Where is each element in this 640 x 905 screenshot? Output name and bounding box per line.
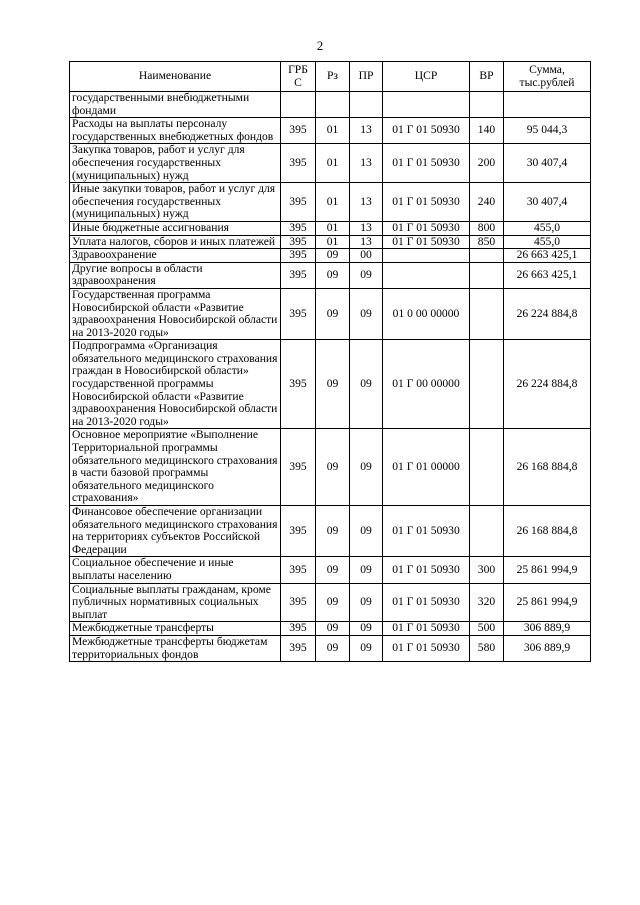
- header-sum: Сумма, тыс.рублей: [504, 62, 591, 92]
- cell-grbs: 395: [281, 183, 316, 222]
- cell-pr: 09: [350, 429, 383, 506]
- cell-sum: 26 168 884,8: [504, 506, 591, 557]
- cell-csr: [383, 249, 470, 263]
- cell-name: Иные бюджетные ассигнования: [70, 221, 281, 235]
- header-rz: Рз: [316, 62, 350, 92]
- cell-grbs: 395: [281, 622, 316, 636]
- cell-vr: [470, 92, 504, 118]
- cell-pr: 09: [350, 506, 383, 557]
- table-row: [70, 183, 591, 222]
- table-row: [70, 557, 591, 583]
- cell-vr: [470, 340, 504, 429]
- cell-csr: [383, 92, 470, 118]
- cell-sum: 25 861 994,9: [504, 557, 591, 583]
- cell-vr: 320: [470, 583, 504, 622]
- cell-vr: 240: [470, 183, 504, 222]
- cell-pr: 09: [350, 340, 383, 429]
- cell-vr: 200: [470, 144, 504, 183]
- cell-grbs: 395: [281, 583, 316, 622]
- cell-csr: [383, 262, 470, 288]
- cell-pr: 13: [350, 221, 383, 235]
- cell-csr: 01 Г 01 00000: [383, 429, 470, 506]
- cell-grbs: 395: [281, 221, 316, 235]
- cell-vr: [470, 429, 504, 506]
- table-row: [70, 429, 591, 506]
- cell-grbs: 395: [281, 262, 316, 288]
- table-row: [70, 583, 591, 622]
- cell-vr: [470, 288, 504, 339]
- cell-rz: 01: [316, 118, 350, 144]
- cell-grbs: 395: [281, 429, 316, 506]
- cell-sum: 26 224 884,8: [504, 340, 591, 429]
- cell-vr: 500: [470, 622, 504, 636]
- cell-sum: 455,0: [504, 221, 591, 235]
- cell-sum: 30 407,4: [504, 183, 591, 222]
- cell-rz: 09: [316, 288, 350, 339]
- cell-csr: 01 Г 00 00000: [383, 340, 470, 429]
- cell-rz: 01: [316, 144, 350, 183]
- cell-rz: 09: [316, 557, 350, 583]
- table-row: [70, 118, 591, 144]
- cell-csr: 01 Г 01 50930: [383, 118, 470, 144]
- cell-grbs: 395: [281, 118, 316, 144]
- cell-vr: [470, 262, 504, 288]
- cell-csr: 01 0 00 00000: [383, 288, 470, 339]
- cell-grbs: 395: [281, 506, 316, 557]
- table-row: [70, 249, 591, 263]
- cell-name: Социальные выплаты гражданам, кроме публичных нормативных социальных выплат: [70, 583, 281, 622]
- table-row: [70, 144, 591, 183]
- cell-rz: 09: [316, 635, 350, 661]
- cell-grbs: 395: [281, 288, 316, 339]
- cell-vr: [470, 506, 504, 557]
- cell-name: Здравоохранение: [70, 249, 281, 263]
- cell-sum: 306 889,9: [504, 635, 591, 661]
- cell-csr: 01 Г 01 50930: [383, 221, 470, 235]
- cell-name: Межбюджетные трансферты бюджетам территориальных фондов: [70, 635, 281, 661]
- header-grbs: ГРБ С: [281, 62, 316, 92]
- table-row: [70, 622, 591, 636]
- cell-pr: 13: [350, 183, 383, 222]
- cell-name: государственными внебюджетными фондами: [70, 92, 281, 118]
- cell-grbs: 395: [281, 144, 316, 183]
- cell-grbs: [281, 92, 316, 118]
- cell-csr: 01 Г 01 50930: [383, 144, 470, 183]
- page-number: 2: [316, 38, 324, 53]
- cell-grbs: 395: [281, 249, 316, 263]
- table-row: [70, 340, 591, 429]
- cell-name: Основное мероприятие «Выполнение Территориальной программы обязательного медицинского страхования в части базовой программы обязательного медицинского страхования»: [70, 429, 281, 506]
- cell-rz: 09: [316, 262, 350, 288]
- cell-name: Подпрограмма «Организация обязательного медицинского страхования граждан в Новосибирской области» государственной программы Новосибирской области «Развитие здравоохранения Новосибирской области на 2013-2020 годы»: [70, 340, 281, 429]
- cell-rz: 01: [316, 235, 350, 249]
- cell-sum: 26 663 425,1: [504, 249, 591, 263]
- cell-csr: 01 Г 01 50930: [383, 622, 470, 636]
- table-row: [70, 221, 591, 235]
- cell-pr: 00: [350, 249, 383, 263]
- cell-sum: 26 663 425,1: [504, 262, 591, 288]
- cell-csr: 01 Г 01 50930: [383, 183, 470, 222]
- cell-rz: 09: [316, 429, 350, 506]
- cell-name: Уплата налогов, сборов и иных платежей: [70, 235, 281, 249]
- table-row: [70, 262, 591, 288]
- table-row: [70, 235, 591, 249]
- cell-name: Социальное обеспечение и иные выплаты населению: [70, 557, 281, 583]
- cell-sum: 306 889,9: [504, 622, 591, 636]
- cell-grbs: 395: [281, 340, 316, 429]
- cell-rz: 09: [316, 506, 350, 557]
- cell-csr: 01 Г 01 50930: [383, 635, 470, 661]
- header-pr: ПР: [350, 62, 383, 92]
- cell-rz: [316, 92, 350, 118]
- cell-pr: 13: [350, 118, 383, 144]
- cell-sum: 26 224 884,8: [504, 288, 591, 339]
- header-name: Наименование: [70, 62, 281, 92]
- cell-grbs: 395: [281, 235, 316, 249]
- table-row: [70, 635, 591, 661]
- cell-pr: 09: [350, 635, 383, 661]
- cell-rz: 09: [316, 340, 350, 429]
- cell-vr: 800: [470, 221, 504, 235]
- cell-sum: 95 044,3: [504, 118, 591, 144]
- cell-pr: 13: [350, 235, 383, 249]
- cell-name: Финансовое обеспечение организации обязательного медицинского страхования на территориях субъектов Российской Федерации: [70, 506, 281, 557]
- cell-rz: 09: [316, 583, 350, 622]
- cell-pr: 09: [350, 622, 383, 636]
- cell-pr: 09: [350, 288, 383, 339]
- cell-sum: 455,0: [504, 235, 591, 249]
- cell-vr: [470, 249, 504, 263]
- cell-rz: 09: [316, 622, 350, 636]
- cell-sum: 26 168 884,8: [504, 429, 591, 506]
- cell-sum: [504, 92, 591, 118]
- cell-vr: 850: [470, 235, 504, 249]
- cell-sum: 30 407,4: [504, 144, 591, 183]
- cell-pr: 09: [350, 557, 383, 583]
- cell-csr: 01 Г 01 50930: [383, 557, 470, 583]
- cell-rz: 09: [316, 249, 350, 263]
- cell-pr: 09: [350, 262, 383, 288]
- header-csr: ЦСР: [383, 62, 470, 92]
- table-body: [70, 92, 591, 662]
- cell-vr: 580: [470, 635, 504, 661]
- cell-grbs: 395: [281, 635, 316, 661]
- table-row: [70, 506, 591, 557]
- cell-sum: 25 861 994,9: [504, 583, 591, 622]
- cell-name: Межбюджетные трансферты: [70, 622, 281, 636]
- table-row: [70, 288, 591, 339]
- cell-rz: 01: [316, 183, 350, 222]
- cell-csr: 01 Г 01 50930: [383, 235, 470, 249]
- cell-pr: 09: [350, 583, 383, 622]
- cell-name: Другие вопросы в области здравоохранения: [70, 262, 281, 288]
- cell-rz: 01: [316, 221, 350, 235]
- cell-pr: [350, 92, 383, 118]
- cell-name: Расходы на выплаты персоналу государственных внебюджетных фондов: [70, 118, 281, 144]
- cell-name: Иные закупки товаров, работ и услуг для обеспечения государственных (муниципальных) нужд: [70, 183, 281, 222]
- cell-name: Закупка товаров, работ и услуг для обеспечения государственных (муниципальных) нужд: [70, 144, 281, 183]
- cell-name: Государственная программа Новосибирской области «Развитие здравоохранения Новосибирской области на 2013-2020 годы»: [70, 288, 281, 339]
- cell-grbs: 395: [281, 557, 316, 583]
- cell-csr: 01 Г 01 50930: [383, 506, 470, 557]
- cell-csr: 01 Г 01 50930: [383, 583, 470, 622]
- budget-table: [69, 61, 591, 662]
- header-vr: ВР: [470, 62, 504, 92]
- table-header-row: [70, 62, 591, 92]
- cell-pr: 13: [350, 144, 383, 183]
- table-row: [70, 92, 591, 118]
- cell-vr: 140: [470, 118, 504, 144]
- cell-vr: 300: [470, 557, 504, 583]
